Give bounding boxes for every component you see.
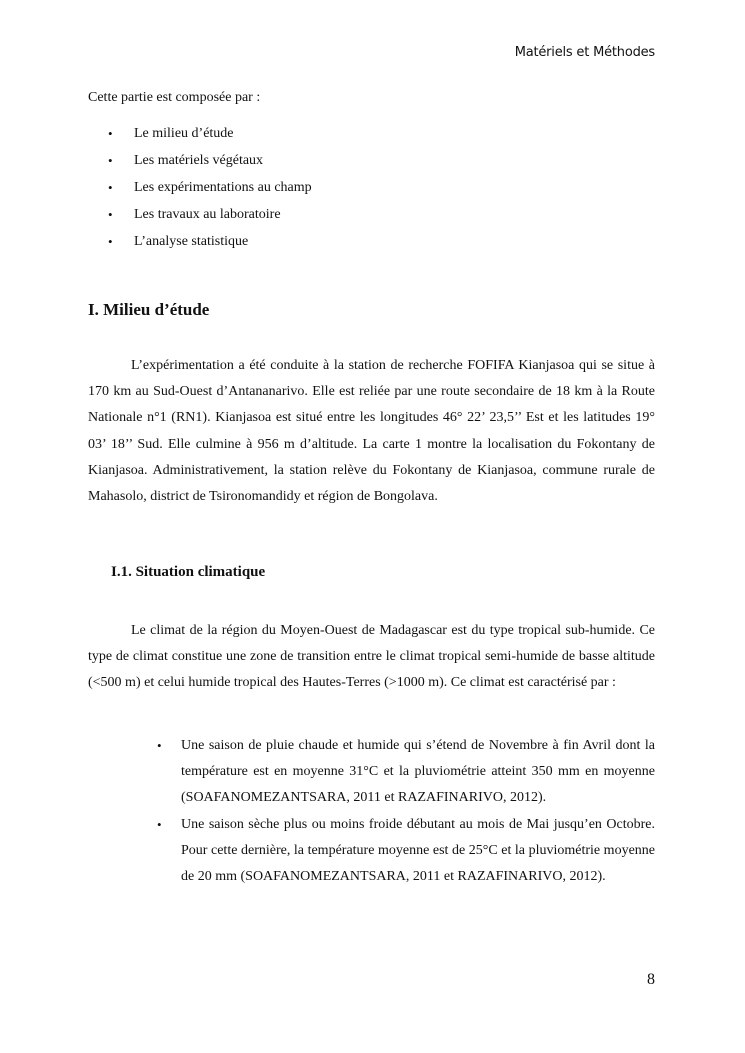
bullet-icon: • <box>157 816 162 832</box>
list-item: • Les expérimentations au champ <box>108 178 312 205</box>
list-item: • Une saison sèche plus ou moins froide débutant au mois de Mai jusqu’en Octobre. Pour cette dernière, la température moyenne est de 25°C et la pluviométrie moyenne de 20 mm (SOAFANOMEZANTSARA, 2011 et RAZAFINARIVO, 2012). <box>157 812 655 891</box>
list-item: • Les matériels végétaux <box>108 151 312 178</box>
bullet-icon: • <box>108 180 113 195</box>
section-heading: I. Milieu d’étude <box>88 300 210 319</box>
subsection-paragraph: Le climat de la région du Moyen-Ouest de Madagascar est du type tropical sub-humide. Ce type de climat constitue une zone de transition entre le climat tropical semi-humide de basse altitude (<500 m) et celui humide tropical des Hautes-Terres (>1000 m). Ce climat est caractérisé par : <box>88 623 655 691</box>
bullet-icon: • <box>108 207 113 222</box>
page-number: 8 <box>647 971 655 988</box>
section-paragraph: L’expérimentation a été conduite à la station de recherche FOFIFA Kianjasoa qui se situe à 170 km au Sud-Ouest d’Antananarivo. Elle est reliée par une route secondaire de 18 km à la Route Nationale n°1 (RN1). Kianjasoa est situé entre les longitudes 46° 22’ 23,5’’ Est et les latitudes 19° 03’ 18’’ Sud. Elle culmine à 956 m d’altitude. La carte 1 montre la localisation du Fokontany de Kianjasoa. Administrativement, la station relève du Fokontany de Kianjasoa, commune rurale de Mahasolo, district de Tsironomandidy et région de Bongolava. <box>88 358 655 505</box>
subsection-heading: I.1. Situation climatique <box>111 564 266 580</box>
list-item: • Le milieu d’étude <box>108 124 312 151</box>
bullet-icon: • <box>108 126 113 141</box>
list-item: • Une saison de pluie chaude et humide qui s’étend de Novembre à fin Avril dont la température est en moyenne 31°C et la pluviométrie atteint 350 mm en moyenne (SOAFANOMEZANTSARA, 2011 et RAZAFINARIVO, 2012). <box>157 733 655 812</box>
climate-bullet-list <box>157 733 655 890</box>
list-item: • Les travaux au laboratoire <box>108 205 312 232</box>
bullet-icon: • <box>157 738 162 753</box>
list-item: • L’analyse statistique <box>108 232 312 259</box>
running-header: Matériels et Méthodes <box>514 45 655 60</box>
intro-text: Cette partie est composée par : <box>88 90 261 105</box>
bullet-icon: • <box>108 234 113 249</box>
bullet-icon: • <box>108 153 113 168</box>
intro-bullet-list <box>108 124 312 259</box>
